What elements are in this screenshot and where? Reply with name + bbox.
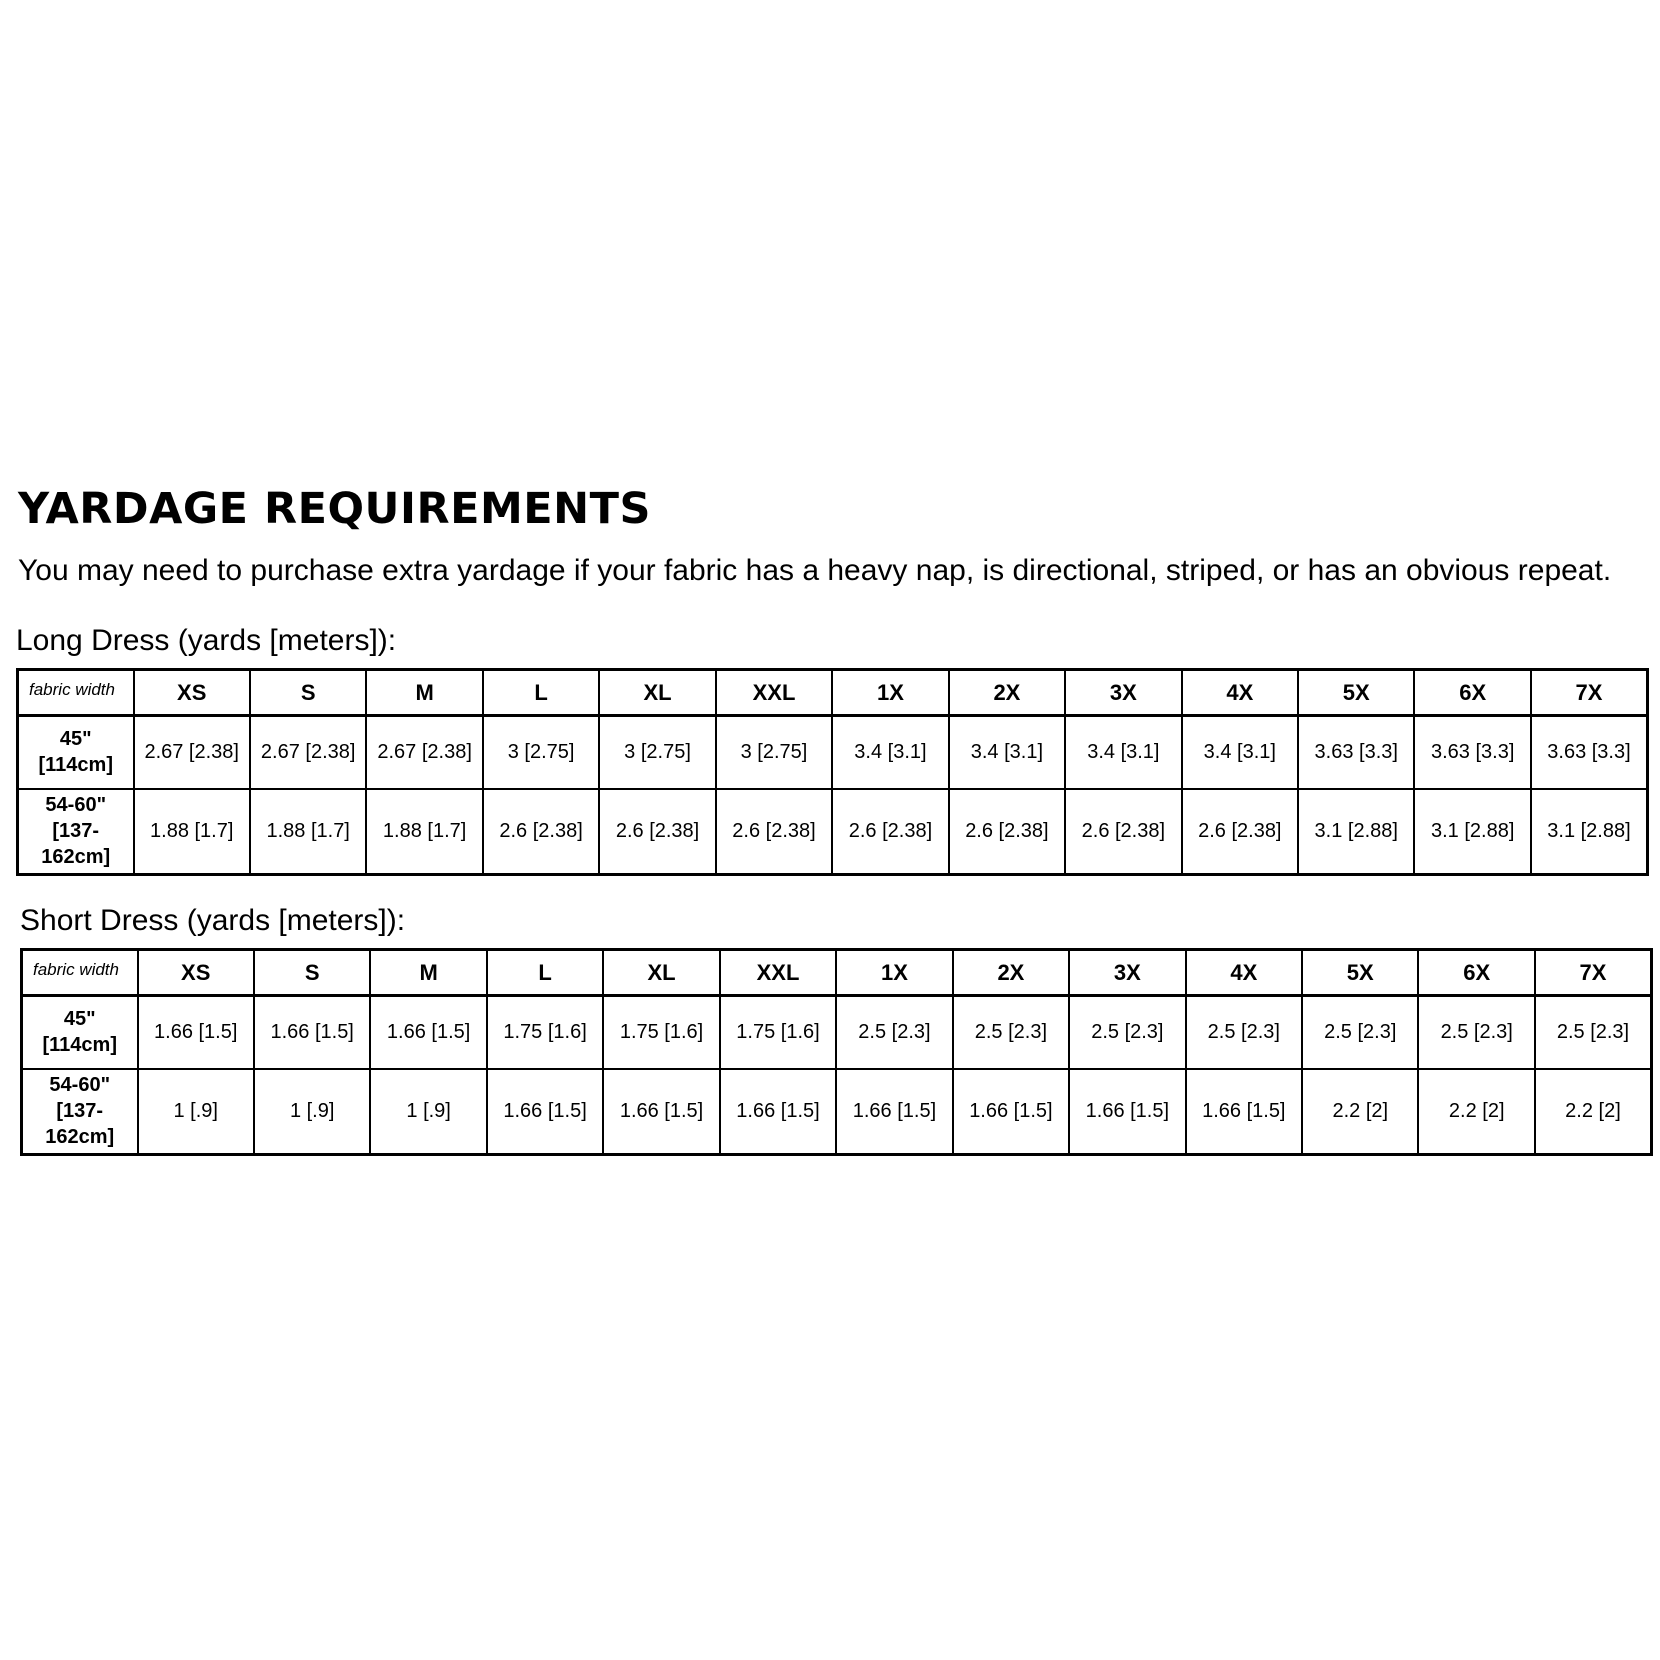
yardage-cell: 3 [2.75] [716,716,832,789]
fabric-width-label-line: [137- [56,1100,104,1123]
fabric-width-label-line: 54-60" [45,794,107,817]
size-header-xxl: XXL [720,950,836,996]
size-header-3x: 3X [1069,950,1185,996]
fabric-width-label-line: 162cm] [45,1126,115,1149]
yardage-cell: 1 [.9] [138,1069,254,1155]
yardage-cell: 2.6 [2.38] [1182,789,1298,875]
yardage-cell: 2.67 [2.38] [134,716,250,789]
yardage-cell: 2.6 [2.38] [483,789,599,875]
yardage-cell: 2.6 [2.38] [599,789,715,875]
size-header-xxl: XXL [716,670,832,716]
size-header-6x: 6X [1418,950,1534,996]
yardage-cell: 2.2 [2] [1535,1069,1652,1155]
yardage-cell: 1.75 [1.6] [720,996,836,1069]
table-row [18,716,1648,789]
yardage-cell: 3.1 [2.88] [1298,789,1414,875]
yardage-cell: 1.66 [1.5] [1186,1069,1302,1155]
fabric-width-label-line: [114cm] [38,754,113,777]
yardage-cell: 1.66 [1.5] [487,1069,603,1155]
table-row [18,789,1648,875]
yardage-cell: 2.6 [2.38] [716,789,832,875]
size-header-6x: 6X [1414,670,1530,716]
yardage-cell: 1.66 [1.5] [836,1069,952,1155]
fabric-width-label [22,996,138,1069]
size-header-xs: XS [134,670,250,716]
yardage-cell: 2.2 [2] [1418,1069,1534,1155]
size-header-row [22,950,1652,996]
yardage-cell: 3 [2.75] [483,716,599,789]
table-row [22,1069,1652,1155]
yardage-cell: 1.66 [1.5] [254,996,370,1069]
yardage-cell: 1.66 [1.5] [603,1069,719,1155]
fabric-width-header: fabric width [18,670,134,716]
yardage-cell: 3.63 [3.3] [1531,716,1648,789]
yardage-cell: 1.88 [1.7] [366,789,482,875]
size-header-2x: 2X [949,670,1065,716]
yardage-cell: 2.5 [2.3] [836,996,952,1069]
yardage-cell: 2.6 [2.38] [1065,789,1181,875]
page-title: YARDAGE REQUIREMENTS [18,484,651,534]
fabric-width-header: fabric width [22,950,138,996]
yardage-cell: 2.5 [2.3] [1535,996,1652,1069]
fabric-width-label-line: 162cm] [41,846,111,869]
size-header-7x: 7X [1531,670,1648,716]
yardage-cell: 3.63 [3.3] [1414,716,1530,789]
fabric-width-label-line: 45" [59,728,92,751]
long-dress-table [16,668,1649,876]
fabric-width-label-line: [114cm] [42,1034,117,1057]
yardage-cell: 2.5 [2.3] [1302,996,1418,1069]
size-header-xl: XL [599,670,715,716]
yardage-cell: 1.66 [1.5] [953,1069,1069,1155]
size-header-1x: 1X [832,670,948,716]
size-header-l: L [483,670,599,716]
yardage-cell: 2.5 [2.3] [1186,996,1302,1069]
size-header-row [18,670,1648,716]
fabric-width-label [18,789,134,875]
yardage-cell: 3.63 [3.3] [1298,716,1414,789]
fabric-width-label [18,716,134,789]
size-header-l: L [487,950,603,996]
size-header-7x: 7X [1535,950,1652,996]
size-header-3x: 3X [1065,670,1181,716]
size-header-5x: 5X [1298,670,1414,716]
yardage-cell: 1.66 [1.5] [370,996,486,1069]
yardage-cell: 3.1 [2.88] [1414,789,1530,875]
size-header-xs: XS [138,950,254,996]
size-header-m: M [370,950,486,996]
size-header-m: M [366,670,482,716]
yardage-cell: 1.66 [1.5] [1069,1069,1185,1155]
yardage-cell: 1.66 [1.5] [720,1069,836,1155]
yardage-cell: 3.4 [3.1] [1065,716,1181,789]
yardage-cell: 3.1 [2.88] [1531,789,1648,875]
yardage-cell: 1 [.9] [370,1069,486,1155]
size-header-4x: 4X [1182,670,1298,716]
yardage-cell: 2.5 [2.3] [953,996,1069,1069]
yardage-cell: 3.4 [3.1] [1182,716,1298,789]
yardage-cell: 2.2 [2] [1302,1069,1418,1155]
yardage-cell: 1.88 [1.7] [134,789,250,875]
size-header-s: S [254,950,370,996]
yardage-cell: 1.66 [1.5] [138,996,254,1069]
size-header-s: S [250,670,366,716]
size-header-2x: 2X [953,950,1069,996]
yardage-cell: 2.67 [2.38] [250,716,366,789]
yardage-cell: 1 [.9] [254,1069,370,1155]
yardage-cell: 3.4 [3.1] [949,716,1065,789]
yardage-cell: 1.75 [1.6] [487,996,603,1069]
short-dress-table [20,948,1653,1156]
size-header-4x: 4X [1186,950,1302,996]
yardage-cell: 1.88 [1.7] [250,789,366,875]
fabric-width-label [22,1069,138,1155]
yardage-cell: 1.75 [1.6] [603,996,719,1069]
fabric-width-label-line: 45" [63,1008,96,1031]
fabric-width-label-line: [137- [52,820,100,843]
size-header-1x: 1X [836,950,952,996]
yardage-cell: 2.6 [2.38] [832,789,948,875]
short-dress-caption: Short Dress (yards [meters]): [20,904,406,937]
yardage-cell: 3 [2.75] [599,716,715,789]
long-dress-caption: Long Dress (yards [meters]): [16,624,397,657]
yardage-cell: 2.67 [2.38] [366,716,482,789]
yardage-cell: 3.4 [3.1] [832,716,948,789]
table-row [22,996,1652,1069]
size-header-5x: 5X [1302,950,1418,996]
fabric-width-label-line: 54-60" [49,1074,111,1097]
intro-note: You may need to purchase extra yardage if your fabric has a heavy nap, is directional, striped, or has an obvious repeat. [18,554,1612,587]
yardage-cell: 2.5 [2.3] [1069,996,1185,1069]
yardage-cell: 2.5 [2.3] [1418,996,1534,1069]
yardage-cell: 2.6 [2.38] [949,789,1065,875]
size-header-xl: XL [603,950,719,996]
